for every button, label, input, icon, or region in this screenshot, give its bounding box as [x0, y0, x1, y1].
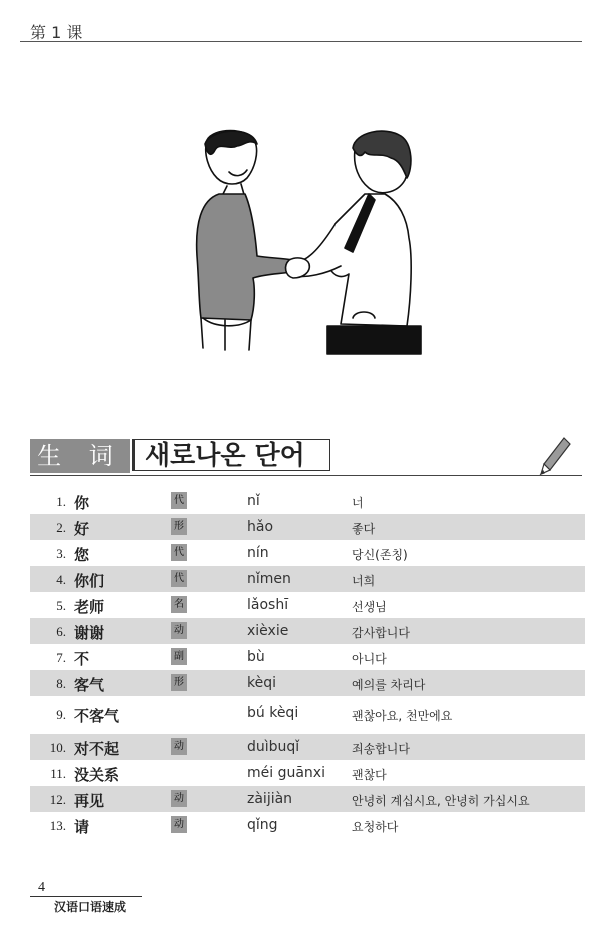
- vocab-row: [30, 618, 585, 644]
- vocab-meaning: 예의를 차리다: [352, 678, 426, 692]
- vocab-row: [30, 670, 585, 696]
- vocab-meaning: 선생님: [352, 600, 387, 614]
- vocab-meaning: 요청하다: [352, 820, 399, 834]
- vocab-number: 4.: [56, 572, 66, 587]
- part-of-speech-badge: 动: [171, 622, 187, 639]
- vocab-number: 3.: [56, 546, 66, 561]
- part-of-speech-badge: 名: [171, 596, 187, 613]
- vocabulary-section-title: [30, 439, 332, 473]
- part-of-speech-badge: 形: [171, 518, 187, 535]
- vocab-meaning: 죄송합니다: [352, 742, 410, 756]
- page-number: 4: [38, 880, 45, 895]
- vocab-word: 你: [74, 494, 90, 512]
- vocab-number: 6.: [56, 624, 66, 639]
- vocab-pinyin: nǐ: [247, 493, 260, 509]
- part-of-speech-badge: 代: [171, 570, 187, 587]
- vocab-number: 10.: [49, 740, 66, 755]
- vocab-pinyin: méi guānxi: [247, 765, 325, 781]
- vocab-word: 对不起: [74, 740, 120, 758]
- vocab-pinyin: kèqi: [247, 675, 276, 691]
- handshake-illustration: [185, 128, 435, 360]
- vocab-word: 好: [74, 520, 90, 538]
- vocab-meaning: 너희: [352, 574, 376, 588]
- vocab-number: 5.: [56, 598, 66, 613]
- vocab-meaning: 아니다: [352, 652, 387, 666]
- vocab-number: 12.: [49, 792, 66, 807]
- vocab-row: [30, 566, 585, 592]
- page-header: [0, 0, 600, 44]
- pencil-icon: [538, 436, 572, 476]
- vocab-row: [30, 760, 585, 786]
- vocab-word: 再见: [74, 792, 105, 810]
- vocab-row: [30, 644, 585, 670]
- vocab-row: [30, 540, 585, 566]
- part-of-speech-badge: 副: [171, 648, 187, 665]
- vocab-number: 7.: [56, 650, 66, 665]
- part-of-speech-badge: 动: [171, 790, 187, 807]
- footer-rule: [30, 896, 142, 897]
- section-title-korean: 새로나온 단어: [132, 439, 330, 471]
- vocab-meaning: 너: [352, 496, 364, 510]
- vocab-meaning: 좋다: [352, 522, 376, 536]
- vocab-number: 8.: [56, 676, 66, 691]
- vocab-pinyin: lǎoshī: [247, 597, 289, 613]
- vocab-meaning: 괜찮다: [352, 768, 387, 782]
- vocab-pinyin: xièxie: [247, 623, 289, 639]
- vocab-pinyin: nín: [247, 545, 269, 561]
- part-of-speech-badge: 动: [171, 816, 187, 833]
- vocab-number: 13.: [49, 818, 66, 833]
- vocab-number: 9.: [56, 707, 66, 722]
- vocab-meaning: 감사합니다: [352, 626, 410, 640]
- book-title: 汉语口语速成: [54, 900, 127, 914]
- vocab-number: 1.: [56, 494, 66, 509]
- vocab-word: 谢谢: [74, 624, 105, 642]
- vocab-pinyin: nǐmen: [247, 571, 291, 587]
- vocabulary-list: [30, 488, 585, 838]
- vocab-meaning: 괜찮아요, 천만에요: [352, 709, 453, 723]
- vocab-number: 11.: [50, 766, 66, 781]
- part-of-speech-badge: 形: [171, 674, 187, 691]
- vocab-row: [30, 812, 585, 838]
- vocab-word: 您: [74, 546, 90, 564]
- part-of-speech-badge: 代: [171, 544, 187, 561]
- section-title-chinese: 生 词: [30, 439, 130, 473]
- vocab-number: 2.: [56, 520, 66, 535]
- vocab-word: 老师: [74, 598, 105, 616]
- vocab-pinyin: bù: [247, 649, 265, 665]
- vocab-word: 客气: [74, 676, 105, 694]
- part-of-speech-badge: 动: [171, 738, 187, 755]
- vocab-word: 不客气: [74, 707, 120, 725]
- vocab-row: [30, 734, 585, 760]
- vocab-pinyin: zàijiàn: [247, 791, 293, 807]
- vocab-pinyin: bú kèqi: [247, 705, 299, 721]
- section-rule: [30, 475, 582, 476]
- vocab-word: 请: [74, 818, 90, 836]
- lesson-label: 第 1 课: [30, 23, 83, 42]
- vocab-pinyin: duìbuqǐ: [247, 739, 300, 755]
- vocab-row: [30, 592, 585, 618]
- vocab-row: [30, 696, 585, 734]
- vocab-word: 不: [74, 650, 90, 668]
- vocab-meaning: 안녕히 계십시요, 안녕히 가십시요: [352, 794, 530, 808]
- header-rule: [20, 41, 582, 42]
- vocab-meaning: 당신(존칭): [352, 548, 408, 562]
- vocab-row: [30, 514, 585, 540]
- vocab-pinyin: qǐng: [247, 817, 278, 833]
- vocab-pinyin: hǎo: [247, 519, 274, 535]
- vocab-word: 没关系: [74, 766, 120, 784]
- vocab-row: [30, 786, 585, 812]
- part-of-speech-badge: 代: [171, 492, 187, 509]
- vocab-row: [30, 488, 585, 514]
- vocab-word: 你们: [74, 572, 105, 590]
